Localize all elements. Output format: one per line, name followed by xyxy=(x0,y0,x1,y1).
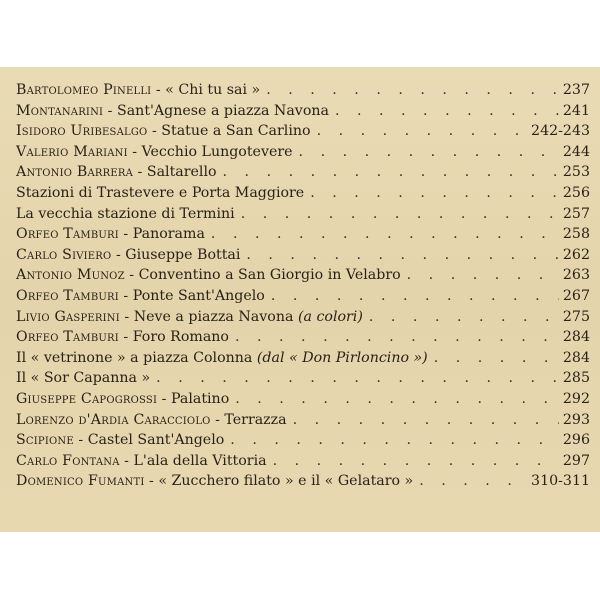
dot-leader xyxy=(260,80,559,101)
entry-author: Carlo Siviero xyxy=(16,246,112,263)
entry-separator: - xyxy=(119,452,134,469)
entry-text xyxy=(16,430,224,451)
dot-leader xyxy=(311,121,527,142)
dot-leader xyxy=(240,245,559,266)
entry-separator: - xyxy=(151,82,166,98)
entry-title: Ponte Sant'Angelo xyxy=(132,287,265,304)
entry-title: Palatino xyxy=(170,390,230,407)
entry-page: 310-311 xyxy=(531,473,590,490)
entry-title: Saltarello xyxy=(146,164,217,181)
entry-page: 242-243 xyxy=(531,123,590,140)
entry-text xyxy=(16,183,304,204)
entry-author: Carlo Fontana xyxy=(16,452,120,469)
entry-separator: - xyxy=(118,329,133,346)
entry-text xyxy=(16,245,240,266)
toc-entry xyxy=(16,451,590,472)
toc-entry xyxy=(16,286,590,307)
toc-entry xyxy=(16,204,590,225)
entry-page: 257 xyxy=(562,205,590,222)
dot-leader xyxy=(235,204,559,225)
toc-entry xyxy=(16,245,590,266)
entry-title: Foro Romano xyxy=(132,329,229,346)
entry-separator: - xyxy=(133,164,147,181)
entry-page: 296 xyxy=(562,432,590,449)
dot-leader xyxy=(150,368,559,389)
entry-page: 293 xyxy=(562,411,590,428)
entry-title: Conventino a San Giorgio in Velabro xyxy=(138,267,401,284)
toc-entry xyxy=(16,101,590,122)
dot-leader xyxy=(413,471,527,492)
entry-page: 284 xyxy=(562,329,590,346)
dot-leader xyxy=(229,327,559,348)
entry-text xyxy=(16,204,235,225)
entry-page: 267 xyxy=(562,287,590,304)
entry-author: Valerio Mariani xyxy=(16,143,128,160)
entry-title: Il « Sor Capanna » xyxy=(16,370,151,387)
entry-author: Isidoro Uribesalgo xyxy=(16,123,148,140)
entry-separator: - xyxy=(73,432,88,449)
entry-separator: - xyxy=(111,246,126,263)
entry-author: Orfeo Tamburi xyxy=(16,329,119,346)
entry-author: Bartolomeo Pinelli xyxy=(16,82,152,98)
entry-author: Orfeo Tamburi xyxy=(16,226,119,243)
toc-entry xyxy=(16,80,590,101)
entry-separator: - xyxy=(124,267,139,284)
entry-page: 275 xyxy=(562,308,590,325)
entry-page: 262 xyxy=(562,246,590,263)
dot-leader xyxy=(217,162,559,183)
entry-page: 284 xyxy=(562,349,590,366)
entry-separator: - xyxy=(144,473,159,490)
entry-page: 256 xyxy=(562,184,590,201)
toc-entry xyxy=(16,162,590,183)
entry-title: Sant'Agnese a piazza Navona xyxy=(117,102,329,119)
entry-author: Montanarini xyxy=(16,102,104,119)
entry-author: Giuseppe Capogrossi xyxy=(16,390,158,407)
entry-title: Neve a piazza Navona xyxy=(133,308,294,325)
toc-entry xyxy=(16,471,590,492)
entry-author: Domenico Fumanti xyxy=(16,473,145,490)
entry-title: Castel Sant'Angelo xyxy=(87,432,225,449)
entry-separator: - xyxy=(127,143,142,160)
entry-author: Lorenzo d'Ardia Caracciolo xyxy=(16,411,211,428)
book-page xyxy=(0,67,600,532)
entry-title: « Chi tu sai » xyxy=(165,82,261,98)
toc-entry xyxy=(16,389,590,410)
entry-page: 253 xyxy=(562,164,590,181)
entry-text xyxy=(16,389,229,410)
entry-text xyxy=(16,307,363,328)
entry-text xyxy=(16,410,287,431)
toc-entry xyxy=(16,142,590,163)
entry-text xyxy=(16,451,267,472)
toc-entry xyxy=(16,410,590,431)
entry-title: Il « vetrinone » a piazza Colonna xyxy=(16,349,253,366)
entry-separator: - xyxy=(118,287,133,304)
entry-separator: - xyxy=(157,390,171,407)
entry-title: « Zucchero filato » e il « Gelataro » xyxy=(158,473,414,490)
entry-title: Panorama xyxy=(132,226,205,243)
dot-leader xyxy=(428,348,559,369)
entry-separator: - xyxy=(210,411,225,428)
entry-page: 237 xyxy=(562,82,590,98)
entry-title: Giuseppe Bottai xyxy=(125,246,241,263)
dot-leader xyxy=(363,307,559,328)
entry-text xyxy=(16,162,217,183)
entry-text xyxy=(16,368,150,389)
entry-note: (dal « Don Pirloncino ») xyxy=(256,349,428,366)
table-of-illustrations xyxy=(16,80,590,492)
entry-page: 297 xyxy=(562,452,590,469)
dot-leader xyxy=(267,451,559,472)
entry-text xyxy=(16,101,329,122)
entry-separator: - xyxy=(118,226,133,243)
toc-entry xyxy=(16,265,590,286)
entry-title: La vecchia stazione di Termini xyxy=(16,205,235,222)
toc-entry xyxy=(16,348,590,369)
entry-text xyxy=(16,80,260,101)
entry-text xyxy=(16,121,311,142)
entry-author: Antonio Munoz xyxy=(16,267,125,284)
toc-entry xyxy=(16,307,590,328)
entry-text xyxy=(16,265,401,286)
entry-author: Antonio Barrera xyxy=(16,164,134,181)
entry-page: 263 xyxy=(562,267,590,284)
dot-leader xyxy=(205,224,559,245)
entry-author: Scipione xyxy=(16,432,74,449)
entry-page: 285 xyxy=(562,370,590,387)
toc-entry xyxy=(16,368,590,389)
entry-page: 241 xyxy=(562,102,590,119)
entry-text xyxy=(16,471,413,492)
entry-separator: - xyxy=(147,123,162,140)
entry-separator: - xyxy=(103,102,117,119)
dot-leader xyxy=(304,183,559,204)
entry-title: Statue a San Carlino xyxy=(161,123,311,140)
entry-text xyxy=(16,286,265,307)
entry-page: 244 xyxy=(562,143,590,160)
dot-leader xyxy=(229,389,559,410)
entry-text xyxy=(16,142,293,163)
dot-leader xyxy=(265,286,559,307)
entry-title: Stazioni di Trastevere e Porta Maggiore xyxy=(16,184,305,201)
dot-leader xyxy=(224,430,559,451)
entry-text xyxy=(16,327,229,348)
toc-entry xyxy=(16,224,590,245)
toc-entry xyxy=(16,327,590,348)
entry-text xyxy=(16,224,205,245)
entry-title: Terrazza xyxy=(224,411,287,428)
entry-text xyxy=(16,348,428,369)
entry-title: Vecchio Lungotevere xyxy=(141,143,293,160)
toc-entry xyxy=(16,183,590,204)
entry-note: (a colori) xyxy=(297,308,363,325)
dot-leader xyxy=(287,410,559,431)
dot-leader xyxy=(329,101,559,122)
toc-entry xyxy=(16,121,590,142)
dot-leader xyxy=(293,142,559,163)
entry-author: Orfeo Tamburi xyxy=(16,287,119,304)
entry-title: L'ala della Vittoria xyxy=(133,452,267,469)
entry-author: Livio Gasperini xyxy=(16,308,120,325)
entry-page: 292 xyxy=(562,390,590,407)
entry-separator: - xyxy=(119,308,134,325)
dot-leader xyxy=(401,265,559,286)
toc-entry xyxy=(16,430,590,451)
entry-page: 258 xyxy=(562,226,590,243)
